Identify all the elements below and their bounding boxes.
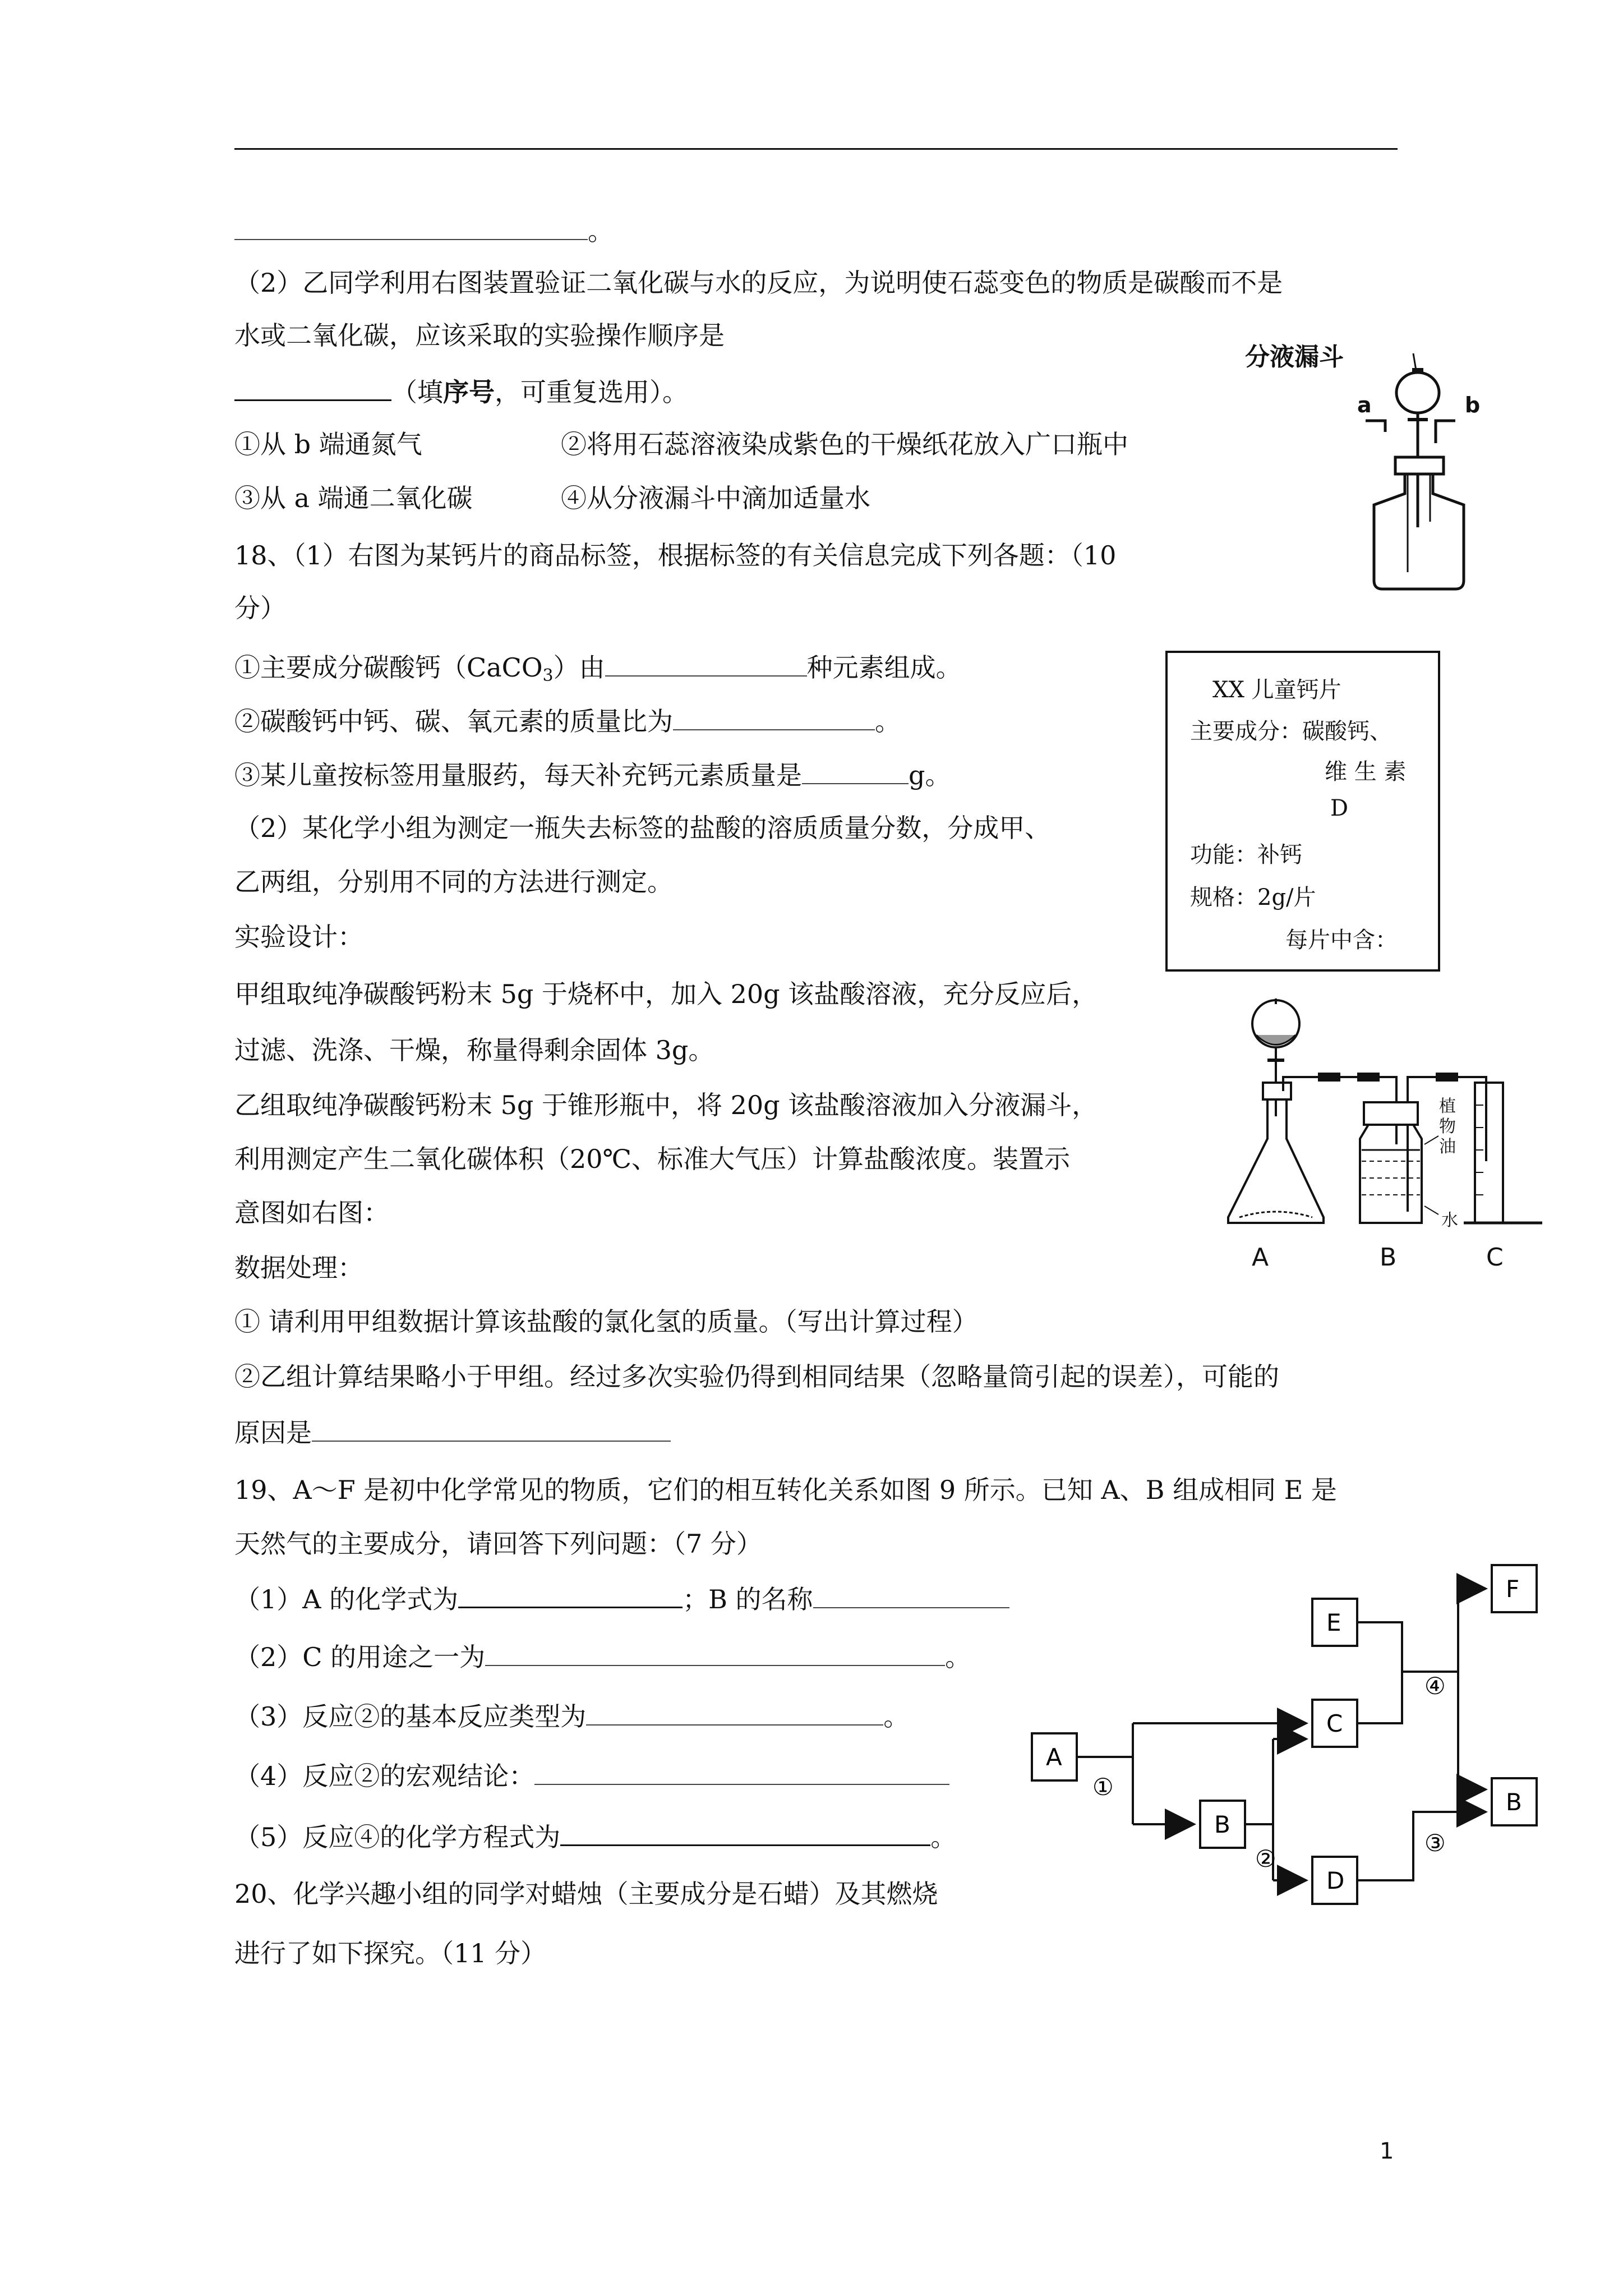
answer-blank (458, 1581, 683, 1608)
node-C-label: C (1326, 1710, 1343, 1737)
q18-sub2: ②碳酸钙中钙、碳、氧元素的质量比为 。 (234, 703, 901, 738)
apparatus-label-B: B (1380, 1243, 1397, 1272)
answer-blank (234, 374, 391, 401)
answer-blank (605, 650, 807, 677)
label-spec: 规格：2g/片 (1190, 885, 1316, 910)
q17-part2-hint: （填序号，可重复选用）。 (234, 374, 688, 409)
gas-apparatus-diagram (1217, 993, 1553, 1285)
label-title: XX 儿童钙片 (1212, 677, 1341, 703)
header-rule (234, 148, 1398, 150)
q17-part2-line2: 水或二氧化碳，应该采取的实验操作顺序是 (234, 320, 725, 351)
calcium-tablet-label (1165, 651, 1440, 972)
q20-header-line1: 20、化学兴趣小组的同学对蜡烛（主要成分是石蜡）及其燃烧 (234, 1879, 938, 1909)
label-ingredients-cont: 维 生 素 (1325, 759, 1407, 785)
q17-option-3: ③从 a 端通二氧化碳 (234, 483, 473, 513)
q18-jia-line2: 过滤、洗涤、干燥，称量得剩余固体 3g。 (234, 1035, 714, 1065)
q19-sub3: （3）反应②的基本反应类型为 。 (234, 1699, 909, 1733)
q19-sub4: （4）反应②的宏观结论： (234, 1758, 949, 1793)
answer-blank (234, 213, 588, 240)
q19-header-line2: 天然气的主要成分，请回答下列问题：（7 分） (234, 1529, 762, 1559)
node-B-label: B (1214, 1811, 1230, 1838)
q18-data-2-line1: ②乙组计算结果略小于甲组。经过多次实验仍得到相同结果（忽略量筒引起的误差），可能的 (234, 1361, 1279, 1392)
q18-yi-line2: 利用测定产生二氧化碳体积（20℃、标准大气压）计算盐酸浓度。装置示 (234, 1144, 1070, 1174)
q17-part2-line1: （2）乙同学利用右图装置验证二氧化碳与水的反应，为说明使石蕊变色的物质是碳酸而不是 (234, 268, 1283, 298)
label-each: 每片中含： (1285, 927, 1398, 953)
label-ingredients: 主要成分：碳酸钙、 (1190, 719, 1392, 744)
answer-blank (813, 1581, 1009, 1608)
q18-header-line1: 18、（1）右图为某钙片的商品标签，根据标签的有关信息完成下列各题：（10 (234, 540, 1117, 570)
separatory-funnel-figure (1245, 337, 1492, 600)
reaction-4-label: ④ (1424, 1672, 1446, 1700)
apparatus-label-C: C (1486, 1243, 1504, 1272)
answer-blank (802, 757, 909, 784)
label-ingredients-cont2: D (1330, 795, 1349, 821)
reaction-2-label: ② (1255, 1845, 1276, 1872)
separatory-funnel-diagram (1245, 337, 1492, 600)
node-B-product-label: B (1506, 1788, 1522, 1816)
q18-part2-line1: （2）某化学小组为测定一瓶失去标签的盐酸的溶质质量分数，分成甲、 (234, 813, 1051, 843)
q18-yi-line1: 乙组取纯净碳酸钙粉末 5g 于锥形瓶中，将 20g 该盐酸溶液加入分液漏斗， (234, 1090, 1098, 1120)
figure-label-b: b (1465, 393, 1481, 417)
q17-option-4: ④从分液漏斗中滴加适量水 (561, 483, 870, 513)
node-E-label: E (1326, 1609, 1341, 1636)
q18-data-2-line2: 原因是 (234, 1415, 671, 1450)
q18-design-heading: 实验设计： (234, 922, 363, 952)
answer-blank (485, 1639, 945, 1666)
q19-sub5: （5）反应④的化学方程式为 。 (234, 1819, 956, 1854)
node-F-label: F (1506, 1575, 1520, 1603)
q17-continuation: 。 (234, 213, 614, 248)
reaction-1-label: ① (1092, 1773, 1114, 1801)
q18-part2-line2: 乙两组，分别用不同的方法进行测定。 (234, 867, 673, 897)
q18-header-line2: 分） (234, 593, 286, 623)
q19-sub1: （1）A 的化学式为 ；B 的名称 (234, 1581, 1009, 1616)
figure-label-a: a (1357, 393, 1372, 417)
page-number: 1 (1380, 2138, 1394, 2164)
apparatus-label-A: A (1252, 1243, 1269, 1272)
q19-header-line1: 19、A～F 是初中化学常见的物质，它们的相互转化关系如图 9 所示。已知 A、B 组成相同 E 是 (234, 1475, 1337, 1505)
apparatus-water-label: 水 (1441, 1211, 1458, 1230)
q19-sub2: （2）C 的用途之一为 。 (234, 1639, 971, 1674)
answer-blank (534, 1758, 949, 1785)
node-D-label: D (1326, 1867, 1345, 1894)
q18-data-1: ① 请利用甲组数据计算该盐酸的氯化氢的质量。（写出计算过程） (234, 1306, 978, 1337)
q18-sub1: ①主要成分碳酸钙（CaCO$_3$）由 种元素组成。 (234, 650, 962, 693)
figure-title: 分液漏斗 (1245, 343, 1344, 371)
gas-apparatus-figure (1217, 993, 1553, 1285)
q20-header-line2: 进行了如下探究。（11 分） (234, 1938, 547, 1968)
answer-blank (560, 1819, 930, 1846)
label-function: 功能：补钙 (1190, 842, 1302, 868)
q18-sub3: ③某儿童按标签用量服药，每天补充钙元素质量是 g。 (234, 757, 951, 792)
q18-jia-line1: 甲组取纯净碳酸钙粉末 5g 于烧杯中，加入 20g 该盐酸溶液，充分反应后， (234, 979, 1098, 1009)
apparatus-oil-label: 植物油 (1439, 1097, 1456, 1157)
answer-blank (673, 703, 875, 730)
q17-option-2: ②将用石蕊溶液染成紫色的干燥纸花放入广口瓶中 (561, 429, 1128, 459)
answer-blank (586, 1699, 883, 1726)
answer-blank (312, 1415, 671, 1442)
node-A-label: A (1046, 1743, 1062, 1771)
reaction-3-label: ③ (1424, 1829, 1446, 1857)
q18-data-heading: 数据处理： (234, 1253, 363, 1283)
q17-option-1: ①从 b 端通氮气 (234, 429, 422, 459)
conversion-flow-diagram (1021, 1559, 1559, 1930)
q18-yi-line3: 意图如右图： (234, 1198, 389, 1228)
